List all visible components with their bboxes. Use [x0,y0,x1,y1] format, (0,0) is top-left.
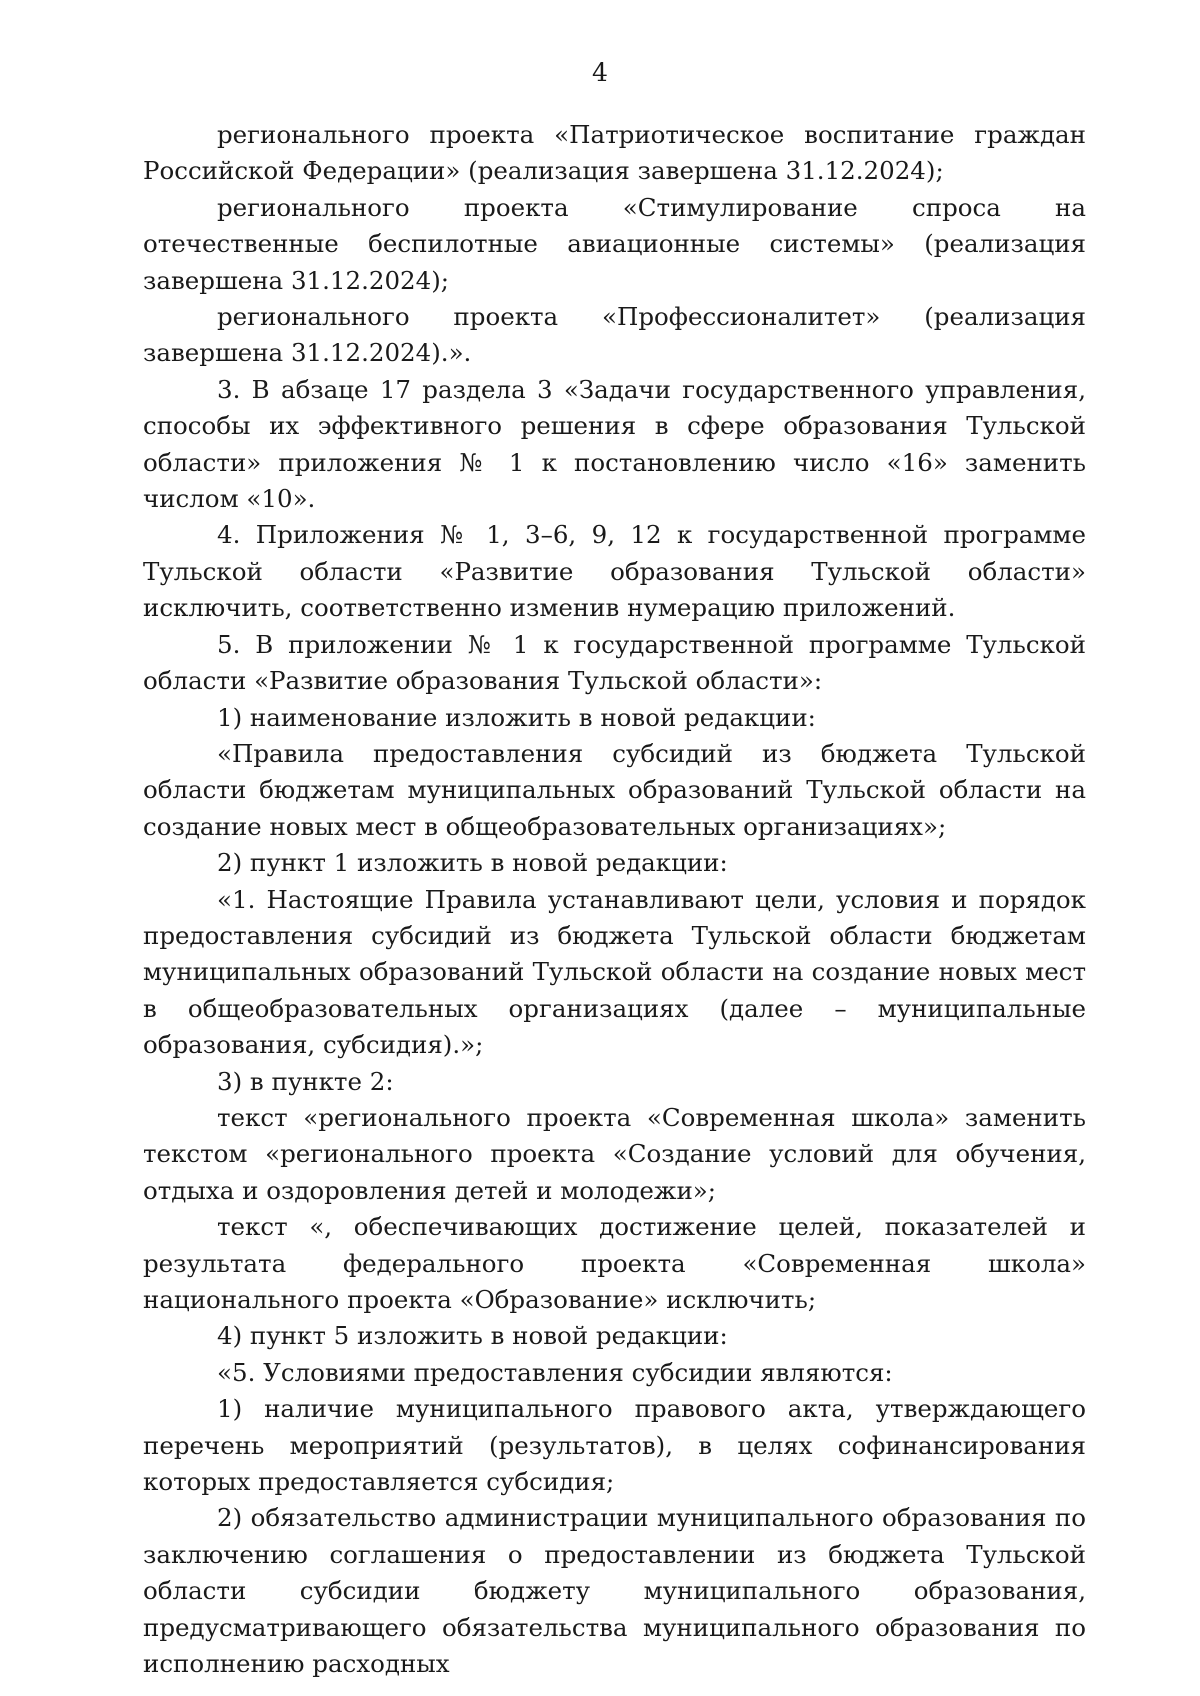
paragraph: 1) наименование изложить в новой редакции: [217,702,816,732]
paragraph: 4. Приложения № 1, 3–6, 9, 12 к государственной программе Тульской области «Развитие образования Тульской области» исключить, соответственно изменив нумерацию приложений. [143,520,1086,623]
paragraph: 3) в пункте 2: [217,1066,394,1096]
paragraph: 2) обязательство администрации муниципального образования по заключению соглашения о предоставлении из бюджета Тульской области субсидии бюджету муниципального образования, предусматривающего обязательства муниципального образования по исполнению расходных [143,1503,1086,1679]
paragraph: 5. В приложении № 1 к государственной программе Тульской области «Развитие образования Тульской области»: [143,629,1086,696]
paragraph: текст «, обеспечивающих достижение целей, показателей и результата федерального проекта «Современная школа» национального проекта «Образование» исключить; [143,1212,1086,1314]
paragraph: 1) наличие муниципального правового акта, утверждающего перечень мероприятий (результатов), в целях софинансирования которых предоставляется субсидия; [143,1394,1086,1497]
paragraph: 3. В абзаце 17 раздела 3 «Задачи государственного управления, способы их эффективного решения в сфере образования Тульской области» приложения № 1 к постановлению число «16» заменить числом «10». [143,374,1086,514]
paragraph: «5. Условиями предоставления субсидии являются: [217,1357,893,1387]
page-number: 4 [592,58,608,87]
paragraph: 2) пункт 1 изложить в новой редакции: [217,848,728,878]
document-body [143,117,1086,1682]
paragraph: регионального проекта «Стимулирование спроса на отечественные беспилотные авиационные системы» (реализация завершена 31.12.2024); [143,192,1086,295]
paragraph: регионального проекта «Патриотическое воспитание граждан Российской Федерации» (реализация завершена 31.12.2024); [143,120,1086,186]
paragraph: 4) пункт 5 изложить в новой редакции: [217,1321,728,1351]
paragraph: «Правила предоставления субсидий из бюджета Тульской области бюджетам муниципальных образований Тульской области на создание новых мест в общеобразовательных организациях»; [143,738,1086,841]
paragraph: текст «регионального проекта «Современная школа» заменить текстом «регионального проекта «Создание условий для обучения, отдыха и оздоровления детей и молодежи»; [143,1102,1086,1205]
paragraph: регионального проекта «Профессионалитет» (реализация завершена 31.12.2024).». [143,302,1086,368]
paragraph: «1. Настоящие Правила устанавливают цели, условия и порядок предоставления субсидий из бюджета Тульской области бюджетам муниципальных образований Тульской области на создание новых мест в общеобразовательных организациях (далее – муниципальные образования, субсидия).»; [143,884,1086,1060]
